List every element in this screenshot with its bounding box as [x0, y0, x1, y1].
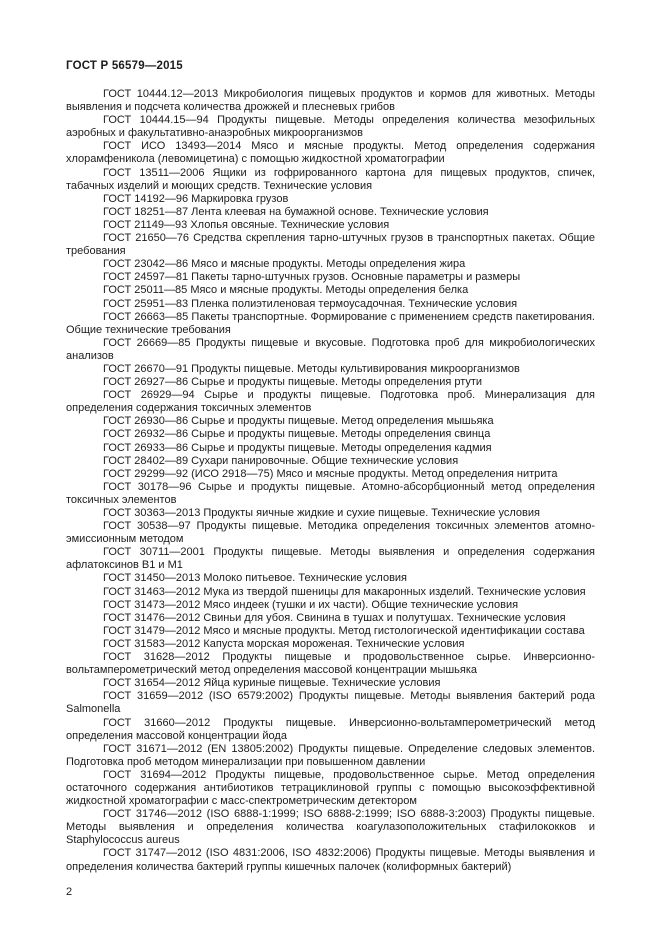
reference-paragraph: ГОСТ 23042—86 Мясо и мясные продукты. Методы определения жира [103, 258, 466, 271]
reference-paragraph: ГОСТ 13511—2006 Ящики из гофрированного картона для пищевых продуктов, спичек, табачных изделий и моющих средств. Технические условия [66, 166, 595, 192]
reference-paragraph: ГОСТ 26669—85 Продукты пищевые и вкусовые. Подготовка проб для микробиологических анализов [66, 336, 595, 362]
reference-paragraph: ГОСТ 21650—76 Средства скрепления тарно-штучных грузов в транспортных пакетах. Общие требования [66, 232, 595, 258]
reference-paragraph: ГОСТ 24597—81 Пакеты тарно-штучных грузов. Основные параметры и размеры [103, 271, 521, 284]
reference-paragraph: ГОСТ 31694—2012 Продукты пищевые, продовольственное сырье. Метод определения остаточного содержания антибиотиков тетрациклиновой группы с помощью высокоэффективной жидкостной хроматографии с масс-спектрометрическим детектором [66, 768, 595, 808]
references-list [66, 88, 595, 874]
reference-paragraph: ГОСТ 30538—97 Продукты пищевые. Методика определения токсичных элементов атомно-эмиссионным методом [66, 520, 595, 546]
reference-paragraph: ГОСТ 25011—85 Мясо и мясные продукты. Методы определения белка [103, 284, 469, 297]
reference-paragraph: ГОСТ 30363—2013 Продукты яичные жидкие и сухие пищевые. Технические условия [103, 507, 540, 519]
page-number: 2 [66, 886, 73, 898]
document-designation: ГОСТ Р 56579—2015 [66, 60, 183, 72]
reference-paragraph: ГОСТ 31747—2012 (ISO 4831:2006, ISO 4832:2006) Продукты пищевые. Методы выявления и определения количества бактерий группы кишечных палочек (колиформных бактерий) [66, 847, 595, 873]
reference-paragraph: ГОСТ 30178—96 Сырье и продукты пищевые. Атомно-абсорбционный метод определения токсичных элементов [66, 480, 595, 506]
reference-paragraph: ГОСТ 31476—2012 Свиньи для убоя. Свинина в тушах и полутушах. Технические условия [103, 611, 566, 624]
reference-paragraph: ГОСТ 26933—86 Сырье и продукты пищевые. Методы определения кадмия [103, 441, 492, 454]
reference-paragraph: ГОСТ 31479—2012 Мясо и мясные продукты. Метод гистологической идентификации состава [103, 624, 585, 637]
reference-paragraph: ГОСТ 30711—2001 Продукты пищевые. Методы выявления и определения содержания афлатоксинов B1 и M1 [66, 546, 595, 572]
reference-paragraph: ГОСТ 31671—2012 (EN 13805:2002) Продукты пищевые. Определение следовых элементов. Подготовка проб методом минерализации при повышенном давлении [66, 742, 595, 768]
reference-paragraph: ГОСТ 26932—86 Сырье и продукты пищевые. Методы определения свинца [103, 428, 491, 441]
reference-paragraph: ГОСТ 29299—92 (ИСО 2918—75) Мясо и мясные продукты. Метод определения нитрита [103, 467, 558, 480]
reference-paragraph: ГОСТ 10444.12—2013 Микробиология пищевых продуктов и кормов для животных. Методы выявления и подсчета количества дрожжей и плесневых грибов [66, 88, 595, 114]
reference-paragraph: ГОСТ 26930—86 Сырье и продукты пищевые. Метод определения мышьяка [103, 415, 494, 428]
reference-paragraph: ГОСТ 31746—2012 (ISO 6888-1:1999; ISO 6888-2:1999; ISO 6888-3:2003) Продукты пищевые. Методы выявления и определения количества коагулазоположительных стафилококков и Staphylococcus aureus [66, 808, 595, 847]
reference-paragraph: ГОСТ 26929—94 Сырье и продукты пищевые. Подготовка проб. Минерализация для определения содержания токсичных элементов [66, 389, 595, 415]
reference-paragraph: ГОСТ 31463—2012 Мука из твердой пшеницы для макаронных изделий. Технические условия [103, 585, 586, 598]
reference-paragraph: ГОСТ 26670—91 Продукты пищевые. Методы культивирования микроорганизмов [103, 362, 520, 375]
reference-paragraph: ГОСТ ИСО 13493—2014 Мясо и мясные продукты. Метод определения содержания хлорамфеникола (левомицетина) с помощью жидкостной хроматографии [66, 140, 595, 166]
reference-paragraph: ГОСТ 21149—93 Хлопья овсяные. Технические условия [103, 218, 390, 231]
reference-paragraph: ГОСТ 25951—83 Пленка полиэтиленовая термоусадочная. Технические условия [103, 297, 518, 310]
reference-paragraph: ГОСТ 26663—85 Пакеты транспортные. Формирование с применением средств пакетирования. Общие технические требования [66, 310, 595, 336]
reference-paragraph: ГОСТ 18251—87 Лента клеевая на бумажной основе. Технические условия [103, 205, 489, 218]
reference-paragraph: ГОСТ 31660—2012 Продукты пищевые. Инверсионно-вольтамперометрический метод определения массовой концентрации йода [66, 716, 595, 742]
reference-paragraph: ГОСТ 31473—2012 Мясо индеек (тушки и их части). Общие технические условия [103, 598, 519, 611]
reference-paragraph: ГОСТ 28402—89 Сухари панировочные. Общие технические условия [103, 454, 459, 467]
reference-paragraph: ГОСТ 14192—96 Маркировка грузов [103, 192, 289, 205]
reference-paragraph: ГОСТ 31659—2012 (ISO 6579:2002) Продукты пищевые. Методы выявления бактерий рода Salmonella [66, 690, 595, 716]
reference-paragraph: ГОСТ 31628—2012 Продукты пищевые и продовольственное сырье. Инверсионно-вольтамперометрический метод определения массовой концентрации мышьяка [66, 651, 595, 677]
reference-paragraph: ГОСТ 10444.15—94 Продукты пищевые. Методы определения количества мезофильных аэробных и факультативно-анаэробных микроорганизмов [66, 114, 595, 140]
reference-paragraph: ГОСТ 31654—2012 Яйца куриные пищевые. Технические условия [103, 677, 441, 690]
reference-paragraph: ГОСТ 31583—2012 Капуста морская мороженая. Технические условия [103, 637, 465, 650]
reference-paragraph: ГОСТ 26927—86 Сырье и продукты пищевые. Методы определения ртути [103, 376, 483, 389]
reference-paragraph: ГОСТ 31450—2013 Молоко питьевое. Технические условия [103, 572, 408, 585]
